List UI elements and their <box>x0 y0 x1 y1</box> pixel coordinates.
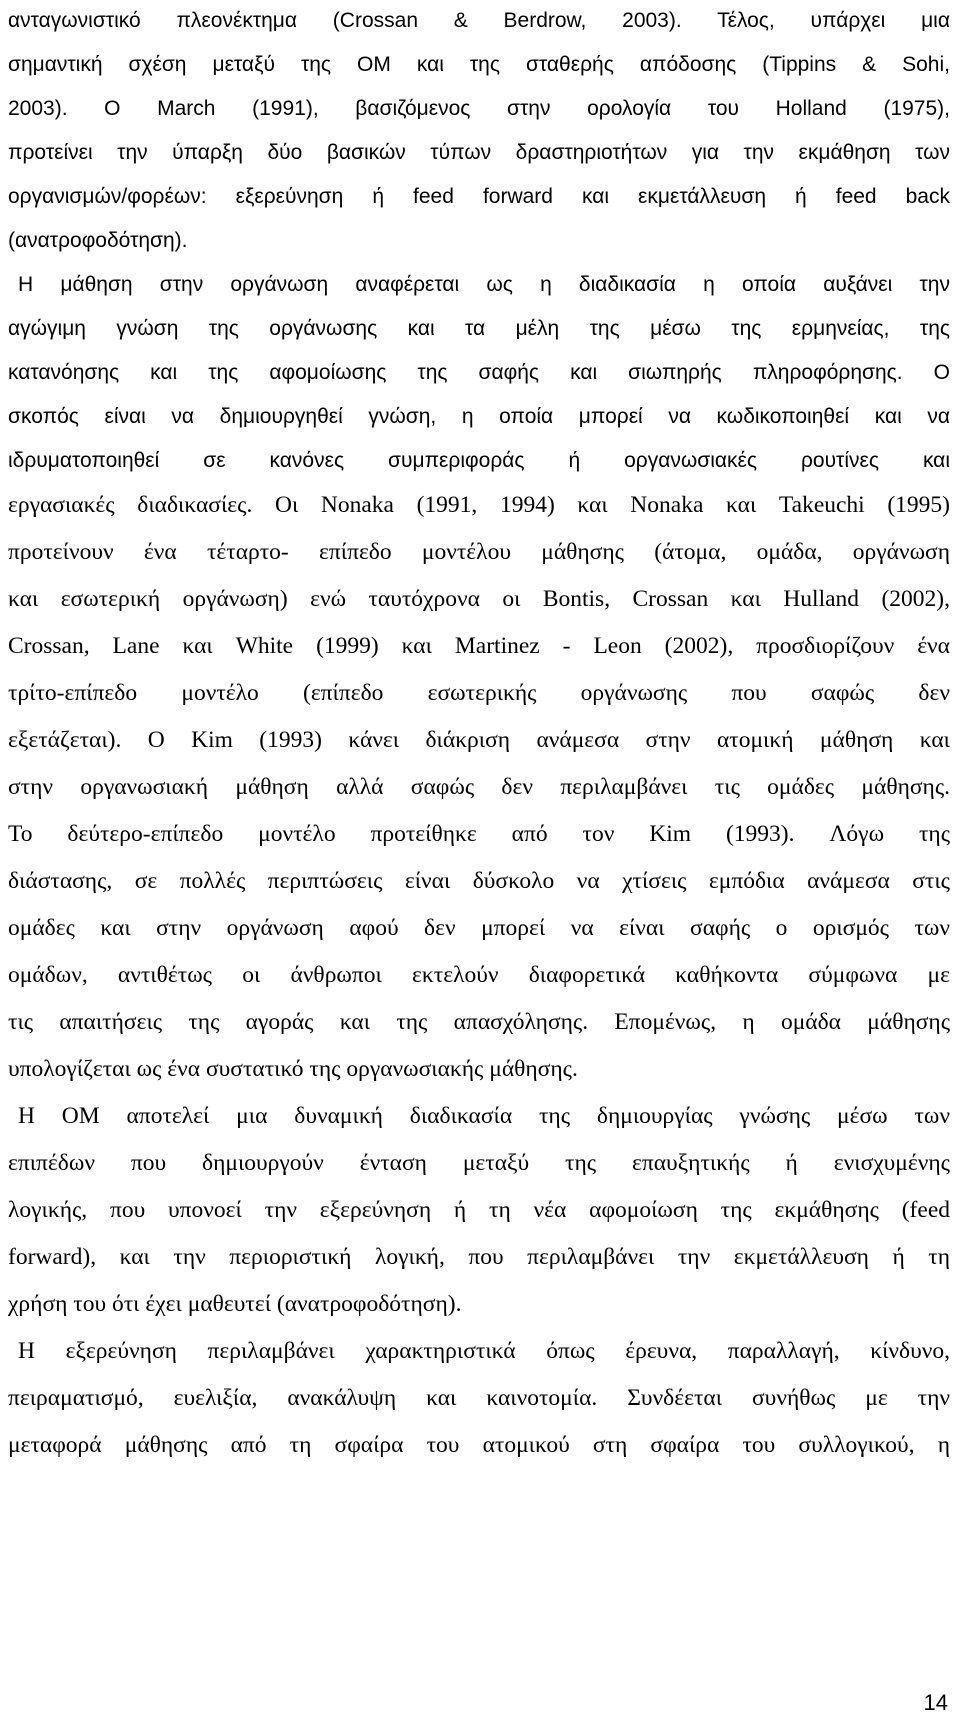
text-line: ομάδων, αντιθέτως οι άνθρωποι εκτελούν διαφορετικά καθήκοντα σύμφωνα με <box>8 962 950 988</box>
text-line: Η εξερεύνηση περιλαμβάνει χαρακτηριστικά όπως έρευνα, παραλλαγή, κίνδυνο, <box>18 1338 950 1364</box>
text-line: (ανατροφοδότηση). <box>8 229 188 252</box>
text-line: πειραματισμό, ευελιξία, ανακάλυψη και καινοτομία. Συνδέεται συνήθως με την <box>8 1385 950 1411</box>
text-line: τρίτο-επίπεδο μοντέλο (επίπεδο εσωτερικής οργάνωσης που σαφώς δεν <box>8 680 950 706</box>
text-line: εργασιακές διαδικασίες. Οι Nonaka (1991, 1994) και Nonaka και Takeuchi (1995) <box>8 492 950 518</box>
page-number: 14 <box>923 1690 948 1715</box>
text-line: διάστασης, σε πολλές περιπτώσεις είναι δύσκολο να χτίσεις εμπόδια ανάμεσα στις <box>8 868 950 894</box>
text-line: forward), και την περιοριστική λογική, που περιλαμβάνει την εκμετάλλευση ή τη <box>8 1244 950 1270</box>
text-line: Η ΟΜ αποτελεί μια δυναμική διαδικασία της δημιουργίας γνώσης μέσω των <box>18 1103 950 1129</box>
text-line: υπολογίζεται ως ένα συστατικό της οργανωσιακής μάθησης. <box>8 1056 578 1082</box>
text-line: ιδρυματοποιηθεί σε κανόνες συμπεριφοράς ή οργανωσιακές ρουτίνες και <box>8 449 950 472</box>
text-line: λογικής, που υπονοεί την εξερεύνηση ή τη νέα αφομοίωση της εκμάθησης (feed <box>8 1197 950 1223</box>
text-line: προτείνουν ένα τέταρτο- επίπεδο μοντέλου μάθησης (άτομα, ομάδα, οργάνωση <box>8 539 950 565</box>
text-line: και εσωτερική οργάνωση) ενώ ταυτόχρονα οι Bontis, Crossan και Hulland (2002), <box>8 586 950 612</box>
text-line: σκοπός είναι να δημιουργηθεί γνώση, η οποία μπορεί να κωδικοποιηθεί και να <box>8 405 950 428</box>
text-line: επιπέδων που δημιουργούν ένταση μεταξύ της επαυξητικής ή ενισχυμένης <box>8 1150 950 1176</box>
text-line: Crossan, Lane και White (1999) και Martinez - Leon (2002), προσδιορίζουν ένα <box>8 633 950 659</box>
text-line: στην οργανωσιακή μάθηση αλλά σαφώς δεν περιλαμβάνει τις ομάδες μάθησης. <box>8 774 950 800</box>
text-line: τις απαιτήσεις της αγοράς και της απασχόλησης. Επομένως, η ομάδα μάθησης <box>8 1009 950 1035</box>
text-line: ανταγωνιστικό πλεονέκτημα (Crossan & Berdrow, 2003). Τέλος, υπάρχει μια <box>8 9 950 32</box>
text-line: οργανισμών/φορέων: εξερεύνηση ή feed forward και εκμετάλλευση ή feed back <box>8 185 950 208</box>
text-line: 2003). O March (1991), βασιζόμενος στην ορολογία του Holland (1975), <box>8 97 950 120</box>
text-line: Το δεύτερο-επίπεδο μοντέλο προτείθηκε από τον Kim (1993). Λόγω της <box>8 821 950 847</box>
text-line: μεταφορά μάθησης από τη σφαίρα του ατομικού στη σφαίρα του συλλογικού, η <box>8 1432 950 1458</box>
text-line: χρήση του ότι έχει μαθευτεί (ανατροφοδότηση). <box>8 1291 462 1317</box>
text-line: κατανόησης και της αφομοίωσης της σαφής και σιωπηρής πληροφόρησης. Ο <box>8 361 950 384</box>
text-line: Η μάθηση στην οργάνωση αναφέρεται ως η διαδικασία η οποία αυξάνει την <box>18 273 950 296</box>
text-line: ομάδες και στην οργάνωση αφού δεν μπορεί να είναι σαφής ο ορισμός των <box>8 915 950 941</box>
text-line: εξετάζεται). Ο Kim (1993) κάνει διάκριση ανάμεσα στην ατομική μάθηση και <box>8 727 950 753</box>
text-line: σημαντική σχέση μεταξύ της ΟΜ και της σταθερής απόδοσης (Tippins & Sohi, <box>8 53 950 76</box>
text-line: προτείνει την ύπαρξη δύο βασικών τύπων δραστηριοτήτων για την εκμάθηση των <box>8 141 950 164</box>
text-line: αγώγιμη γνώση της οργάνωσης και τα μέλη της μέσω της ερμηνείας, της <box>8 317 950 340</box>
